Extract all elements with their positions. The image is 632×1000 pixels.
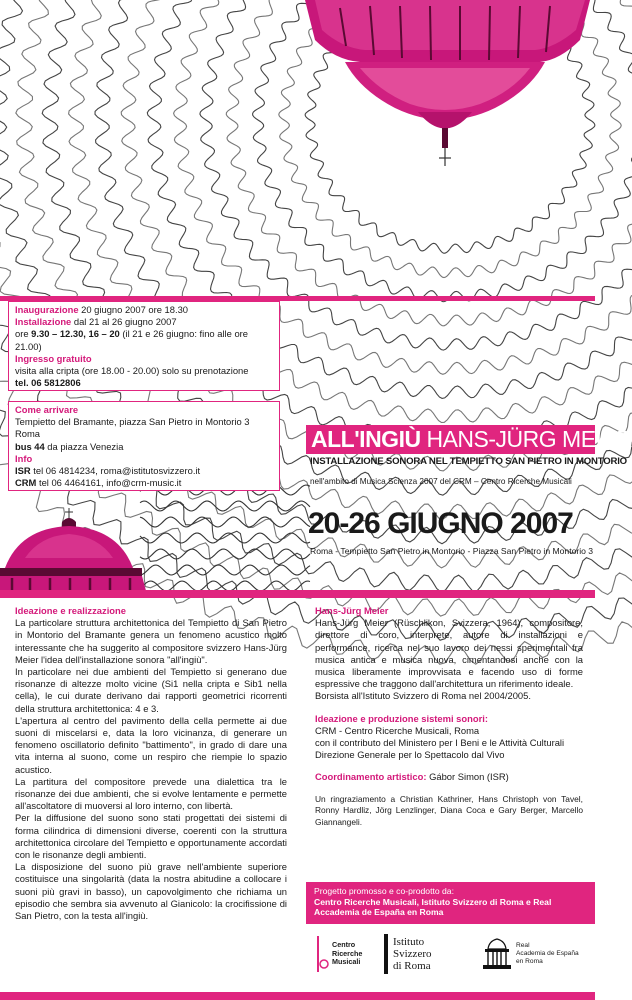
meier-bio: Hans-Jürg Meier (Rüschlikon, Svizzera, 1964), compositore, direttore di coro, interprete, autore di installazioni e performance, ricerca nel suo lavoro dei nessi sperimentali fra musica antica e musica nuova, cimentandosi anche con la musica liberamente improvvisata e facendo uso di forme espressive che traggono dall'architettura un riferimento ideale. bbox=[315, 617, 583, 690]
meier-heading: Hans-Jürg Meier bbox=[315, 605, 389, 616]
coordinamento-name: Gábor Simon (ISR) bbox=[426, 771, 509, 783]
cripta-text: visita alla cripta (ore 18.00 - 20.00) solo su prenotazione bbox=[15, 365, 249, 377]
crm-contact: tel 06 4464161, info@crm-music.it bbox=[36, 477, 182, 489]
bus-number: bus 44 bbox=[15, 440, 45, 452]
paragraph: In particolare nei due ambienti del Tempietto si generano due risonanze di altezze molto vicine (Si1 nella cripta e Sib1 nella cella), le cui durate derivano dai rapporti geometrici ricorrenti della struttura architettonica: 4 e 3. bbox=[15, 666, 287, 714]
promo-line1: Progetto promosso e co-prodotto da: bbox=[314, 886, 454, 896]
coordinamento-label: Coordinamento artistico: bbox=[315, 771, 427, 783]
inverted-tempietto-dome-image bbox=[300, 0, 595, 170]
crm-icon bbox=[314, 934, 330, 974]
left-column bbox=[15, 605, 287, 922]
promo-box bbox=[306, 882, 595, 924]
crm-label: CRM bbox=[15, 477, 37, 489]
produzione-heading: Ideazione e produzione sistemi sonori: bbox=[315, 712, 488, 724]
installazione-label: Installazione bbox=[15, 316, 72, 328]
crm-logo-line: Ricerche bbox=[332, 948, 363, 958]
info-phone: tel. 06 5812806 bbox=[15, 377, 81, 389]
event-ambito: nell'ambito di Musica Scienza 2007 del CRM – Centro Ricerche Musicali bbox=[310, 477, 572, 486]
crm-logo bbox=[314, 932, 362, 976]
isr-logo-bar bbox=[384, 934, 388, 974]
paragraph: La particolare struttura architettonica del Tempietto di San Pietro in Montorio del Bramante genera un fenomeno acustico molto interessante che ha suggerito al compositore svizzero Hans-Jürg Meier l'idea dell'installazione sonora "all'ingiù". bbox=[15, 617, 287, 665]
produzione-line: Direzione Generale per lo Spettacolo dal Vivo bbox=[315, 749, 505, 761]
event-date: 20-26 GIUGNO 2007 bbox=[308, 507, 573, 540]
bus-text: da piazza Venezia bbox=[44, 440, 124, 452]
isr-contact: tel 06 4814234, roma@istitutosvizzero.it bbox=[30, 465, 201, 477]
paragraph: La disposizione del suono più grave nell'ambiente superiore costituisce una singolarità (data la nostra abitudine a collocare i suoni più gravi in basso), un capovolgimento che richiama un episodio che sembra sia avvenuto al Gianicolo: la crocifissione di San Pietro, con la testa all'ingiù. bbox=[15, 861, 287, 922]
contact-box bbox=[8, 401, 280, 491]
accent-bar-middle bbox=[0, 590, 595, 598]
paragraph: Per la diffusione del suono sono stati progettati dei sistemi di forma cilindrica di dimensioni diverse, coerenti con la struttura architettonica circolare del Tempietto e opportunamente accordati con le risonanze degli ambienti. bbox=[15, 812, 287, 861]
tempietto-dome-image bbox=[0, 508, 150, 598]
ringraziamenti-text: Un ringraziamento a Christian Kathriner, Hans Christoph von Tavel, Ronny Hardliz, Jörg Lenzlinger, Diana Coca e Gary Berger, Marcello Giannangeli. bbox=[315, 793, 583, 827]
address-text: Tempietto del Bramante, piazza San Pietro in Montorio 3 Roma bbox=[15, 416, 250, 440]
produzione-line: CRM - Centro Ricerche Musicali, Roma bbox=[315, 724, 480, 736]
orari-note: (il 21 e 26 giugno: fino alle ore 21.00) bbox=[15, 328, 248, 352]
isr-label: ISR bbox=[15, 465, 31, 477]
produzione-line: con il contributo del Ministero per I Beni e le Attività Culturali bbox=[315, 737, 565, 749]
meier-borsista: Borsista all'Istituto Svizzero di Roma nel 2004/2005. bbox=[315, 690, 531, 702]
crm-logo-line: Centro bbox=[332, 940, 356, 950]
real-logo-line: Real bbox=[516, 942, 530, 950]
isr-logo-line: Istituto bbox=[393, 936, 425, 948]
building-icon bbox=[482, 937, 512, 971]
isr-logo-line: Svizzero bbox=[393, 948, 432, 960]
come-arrivare-label: Come arrivare bbox=[15, 404, 79, 415]
info-label: Info bbox=[15, 452, 33, 464]
event-location: Roma - Tempietto San Pietro in Montorio - Piazza San Pietro in Montorio 3 bbox=[310, 546, 594, 556]
real-academia-logo bbox=[482, 932, 579, 976]
ingresso-label: Ingresso gratuito bbox=[15, 352, 92, 364]
event-subtitle: INSTALLAZIONE SONORA NEL TEMPIETTO SAN PIETRO IN MONTORIO bbox=[310, 456, 627, 467]
title-artist-text: HANS-JÜRG MEIER bbox=[420, 426, 632, 452]
inaugurazione-text: 20 giugno 2007 ore 18.30 bbox=[78, 304, 189, 315]
isr-logo bbox=[384, 932, 431, 976]
isr-logo-line: di Roma bbox=[393, 960, 431, 972]
right-column bbox=[315, 605, 583, 828]
orari-prefix: ore bbox=[15, 328, 32, 340]
paragraph: La partitura del compositore prevede una dialettica tra le risonanze dei due ambienti, che si evolve lentamente e permette all'ascoltatore di muoversi al loro interno, con libertà. bbox=[15, 775, 287, 812]
title-main-text: ALL'INGIÙ bbox=[311, 426, 421, 452]
info-box bbox=[8, 301, 280, 391]
real-logo-line: en Roma bbox=[516, 957, 543, 965]
accent-bar-bottom bbox=[0, 992, 595, 1000]
event-title bbox=[306, 425, 632, 454]
ideazione-heading: Ideazione e realizzazione bbox=[15, 605, 126, 616]
paragraph: L'apertura al centro del pavimento della cella permette ai due suoni di miscelarsi e, data la loro vicinanza, di generare un fenomeno oscillatorio definito "battimento", in grado di dare una vita interna al suono, come un respiro che riempie lo spazio acustico. bbox=[15, 714, 287, 775]
sponsor-logos bbox=[306, 928, 595, 990]
installazione-text: dal 21 al 26 giugno 2007 bbox=[71, 316, 177, 328]
crm-logo-line: Musicali bbox=[332, 957, 361, 967]
inaugurazione-label: Inaugurazione bbox=[15, 304, 79, 315]
promo-line2: Centro Ricerche Musicali, Istituto Svizzero di Roma e Real Accademia de España en Roma bbox=[314, 896, 552, 917]
real-logo-line: Academia de España bbox=[516, 950, 579, 958]
orari-hours: 9.30 – 12.30, 16 – 20 bbox=[31, 328, 120, 340]
